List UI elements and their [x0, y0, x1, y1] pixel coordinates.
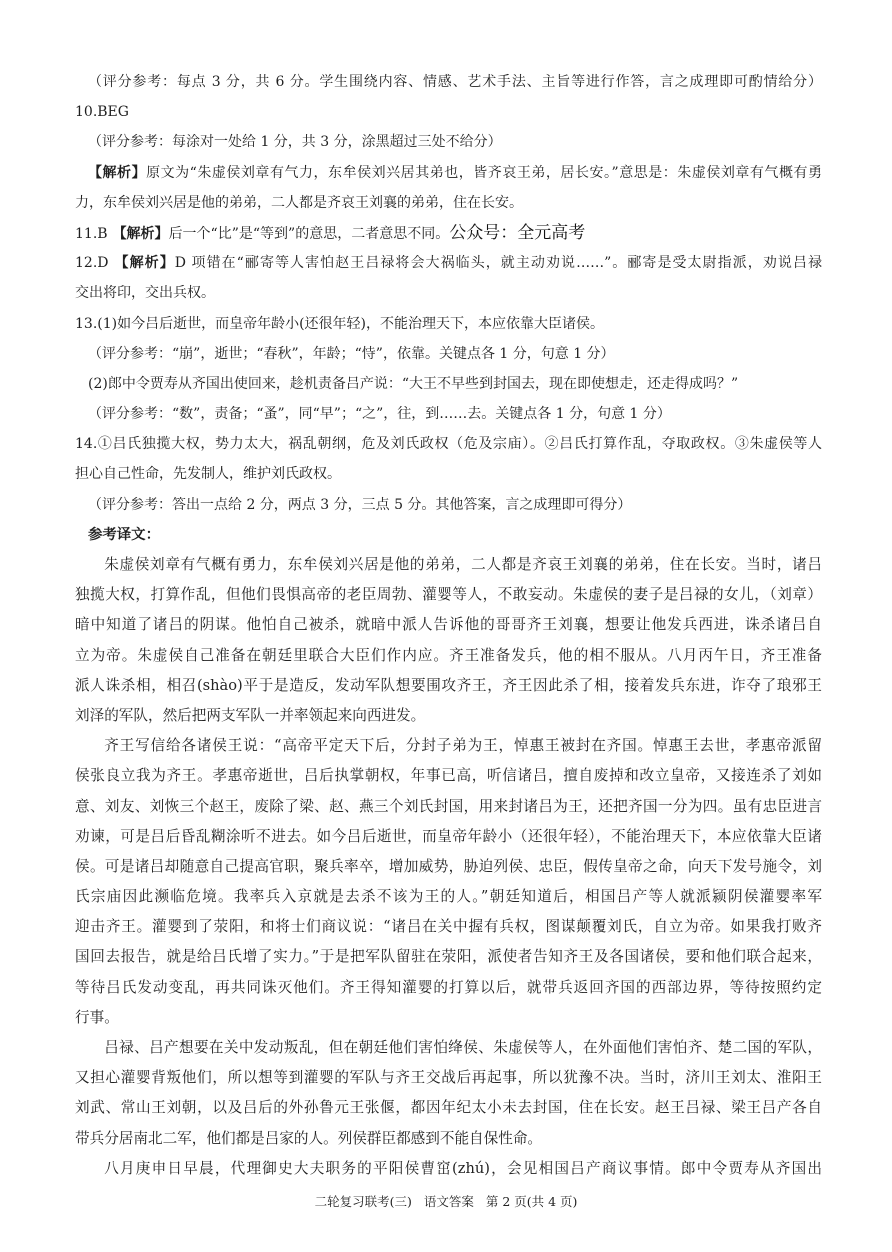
analysis-label: 【解析】 — [113, 255, 175, 272]
translation-line: 迎击齐王。灌婴到了荥阳，和将士们商议说：“诸吕在关中握有兵权，图谋颠覆刘氏，自立为帝。如果我打败齐 — [75, 918, 822, 936]
analysis-q10-line: 力，东牟侯刘兴居是他的弟弟，二人都是齐哀王刘襄的弟弟，住在长安。 — [75, 194, 523, 211]
translation-line: 八月庚申日早晨，代理御史大夫职务的平阳侯曹窋(zhú)，会见相国吕产商议事情。郎中令贾寿从齐国出 — [104, 1159, 822, 1177]
analysis-text: D 项错在“郦寄等人害怕赵王吕禄将会大祸临头，就主动劝说……”。郦寄是受太尉指派，劝说吕禄 — [174, 255, 822, 272]
page-footer — [0, 1192, 892, 1212]
question-number: 13. — [75, 315, 98, 332]
question-number: 14. — [75, 436, 98, 453]
translation-line: 朱虚侯刘章有气概有勇力，东牟侯刘兴居是他的弟弟，二人都是齐哀王刘襄的弟弟，住在长安。当时，诸吕 — [104, 556, 822, 573]
answer-q14-line: 担心自己性命，先发制人，维护刘氏政权。 — [75, 466, 341, 483]
analysis-text: 原文为“朱虚侯刘章有气力，东牟侯刘兴居其弟也，皆齐哀王弟，居长安。”意思是：朱虚侯刘章有气概有勇 — [146, 164, 822, 181]
analysis-label: 【解析】 — [88, 164, 147, 181]
watermark-text: 公众号：全元高考 — [449, 222, 586, 243]
answer-q10: 10.BEG — [75, 104, 129, 121]
answer-q11: 11.B — [75, 225, 108, 242]
translation-line: 侯张良立我为齐王。孝惠帝逝世，吕后执掌朝权，年事已高，听信诸吕，擅自废掉和改立皇帝，又接连杀了刘如 — [75, 767, 822, 785]
translation-line: 侯。可是诸吕却随意自己提高官职，聚兵率卒，增加威势，胁迫列侯、忠臣，假传皇帝之命，向天下发号施令，刘 — [75, 857, 822, 875]
scoring-note-q10: （评分参考：每涂对一处给 1 分，共 3 分，涂黑超过三处不给分） — [88, 134, 502, 151]
scoring-note-q14: （评分参考：答出一点给 2 分，两点 3 分，三点 5 分。其他答案，言之成理即可得分） — [88, 496, 632, 513]
footer-page-number: 第 2 页(共 4 页) — [485, 1194, 578, 1209]
analysis-text: 后一个“比”是“等到”的意思，二者意思不同。 — [168, 225, 450, 242]
answer-key-body — [75, 67, 822, 1184]
translation-line: 劝谏，可是吕后昏乱糊涂听不进去。如今吕后逝世，而皇帝年龄小（还很年轻），不能治理天下，本应依靠大臣诸 — [75, 827, 822, 845]
translation-line: 派人诛杀相，相召(shào)平于是造反，发动军队想要围攻齐王，齐王因此杀了相，接着发兵东进，诈夺了琅邪王 — [75, 676, 822, 694]
scoring-note-q13-part1: （评分参考：“崩”，逝世；“春秋”，年龄；“恃”，依靠。关键点各 1 分，句意 1 分） — [88, 345, 615, 362]
footer-exam: 二轮复习联考(三) — [314, 1194, 412, 1209]
translation-line: 齐王写信给各诸侯王说：“高帝平定天下后，分封子弟为王，悼惠王被封在齐国。悼惠王去世，孝惠帝派留 — [104, 737, 822, 755]
translation-line: 等待吕氏发动变乱，再共同诛灭他们。齐王得知灌婴的打算以后，就带兵返回齐国的西部边界，等待按照约定 — [75, 978, 822, 996]
answer-q13-part1: (1)如今吕后逝世，而皇帝年龄小(还很年轻)，不能治理天下，本应依靠大臣诸侯。 — [97, 315, 605, 332]
answer-q11-line — [75, 218, 822, 248]
answer-q13-part1-line — [75, 309, 822, 339]
analysis-q12-line: 交出将印，交出兵权。 — [75, 285, 215, 302]
translation-line: 刘武、常山王刘朝，以及吕后的外孙鲁元王张偃，都因年纪太小未去封国，住在长安。赵王吕禄、梁王吕产各自 — [75, 1099, 822, 1117]
analysis-q10-line — [75, 158, 822, 188]
translation-line: 刘泽的军队，然后把两支军队一并率领起来向西进发。 — [75, 706, 426, 724]
translation-heading: 参考译文： — [88, 525, 160, 543]
footer-subject: 语文答案 — [423, 1194, 474, 1209]
answer-q13-part2: (2)郎中令贾寿从齐国出使回来，趁机责备吕产说：“大王不早些到封国去，现在即使想走，还走得成吗？” — [88, 375, 739, 392]
answer-q12-line — [75, 248, 822, 278]
translation-line: 吕禄、吕产想要在关中发动叛乱，但在朝廷他们害怕绛侯、朱虚侯等人，在外面他们害怕齐、楚二国的军队， — [104, 1039, 822, 1056]
translation-line: 行事。 — [75, 1008, 119, 1026]
answer-q12: 12.D — [75, 255, 109, 272]
answer-q14-text: ①吕氏独揽大权，势力太大，祸乱朝纲，危及刘氏政权（危及宗庙）。②吕氏打算作乱，夺取政权。③朱虚侯等人 — [97, 436, 822, 453]
scoring-note-q13-part2: （评分参考：“数”，责备；“蚤”，同“早”；“之”，往，到……去。关键点各 1 分，句意 1 分） — [88, 406, 671, 423]
translation-line: 独揽大权，打算作乱，但他们畏惧高帝的老臣周勃、灌婴等人，不敢妄动。朱虚侯的妻子是吕禄的女儿，（刘章） — [75, 586, 822, 604]
translation-line: 立为帝。朱虚侯自己准备在朝廷里联合大臣们作内应。齐王准备发兵，他的相不服从。八月丙午日，齐王准备 — [75, 646, 822, 664]
analysis-label: 【解析】 — [112, 225, 169, 242]
translation-line: 暗中知道了诸吕的阴谋。他怕自己被杀，就暗中派人告诉他的哥哥齐王刘襄，想要让他发兵西进，诛杀诸吕自 — [75, 616, 822, 634]
translation-line: 国回去报告，就是给吕氏增了实力。”于是把军队留驻在荥阳，派使者告知齐王及各国诸侯，要和他们联合起来， — [75, 948, 822, 966]
translation-line: 带兵分居南北二军，他们都是吕家的人。列侯群臣都感到不能自保性命。 — [75, 1129, 543, 1147]
translation-line: 氏宗庙因此濒临危境。我率兵入京就是去杀不该为王的人。”朝廷知道后，相国吕产等人就派颍阴侯灌婴率军 — [75, 888, 822, 906]
answer-q14-line — [75, 429, 822, 459]
scoring-note-q9: （评分参考：每点 3 分，共 6 分。学生围绕内容、情感、艺术手法、主旨等进行作答，言之成理即可酌情给分） — [88, 74, 822, 90]
translation-line: 又担心灌婴背叛他们，所以想等到灌婴的军队与齐王交战后再起事，所以犹豫不决。当时，济川王刘太、淮阳王 — [75, 1069, 822, 1087]
translation-line: 意、刘友、刘恢三个赵王，废除了梁、赵、燕三个刘氏封国，用来封诸吕为王，还把齐国一分为四。虽有忠臣进言 — [75, 797, 822, 815]
